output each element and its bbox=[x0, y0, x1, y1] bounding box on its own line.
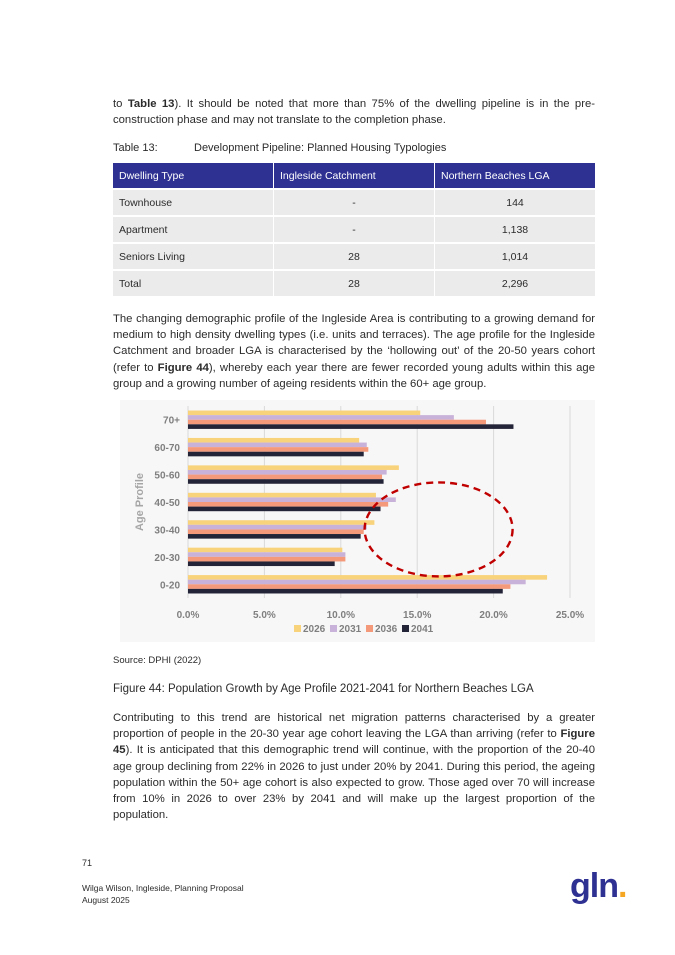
table-row bbox=[113, 243, 595, 270]
bar-2036-70+ bbox=[188, 420, 486, 425]
bar-2036-0-20 bbox=[188, 584, 510, 589]
legend-swatch-2031 bbox=[330, 625, 337, 632]
bar-2041-60-70 bbox=[188, 452, 364, 457]
bar-2036-30-40 bbox=[188, 529, 364, 534]
development-pipeline-table bbox=[113, 163, 595, 296]
bar-2031-20-30 bbox=[188, 552, 345, 557]
demographic-text-post: ), whereby each year there are fewer recorded young adults within this age group and a growing number of ageing residents within the 60+ age group. bbox=[113, 361, 595, 390]
migration-text-post: ). It is anticipated that this demographic trend will continue, with the proportion of the 20-40 age group declining from 22% in 2026 to just under 20% by 2041. During this period, the ageing population within the 50+ age cohort is also expected to grow. Those aged over 70 will increase from 10% in 2026 to over 23% by 2041 and will make up the largest proportion of the population. bbox=[113, 744, 595, 822]
legend-label-2036: 2036 bbox=[375, 624, 398, 635]
legend-swatch-2041 bbox=[402, 625, 409, 632]
table-caption bbox=[113, 142, 446, 154]
table-row-total bbox=[113, 270, 595, 296]
table-row bbox=[113, 216, 595, 243]
bar-2041-70+ bbox=[188, 424, 513, 429]
y-tick-label: 60-70 bbox=[154, 443, 180, 455]
bar-2041-40-50 bbox=[188, 507, 381, 512]
figure-44-reference[interactable]: Figure 44 bbox=[157, 361, 209, 374]
table-row bbox=[113, 189, 595, 216]
age-profile-chart bbox=[120, 400, 595, 642]
y-tick-label: 0-20 bbox=[159, 580, 180, 592]
bar-2031-70+ bbox=[188, 415, 454, 420]
table-label: Table 13: bbox=[113, 142, 158, 154]
x-tick-label: 0.0% bbox=[176, 610, 200, 621]
page-number: 71 bbox=[82, 858, 93, 868]
x-tick-label: 15.0% bbox=[403, 610, 432, 621]
header-ingleside-catchment: Ingleside Catchment bbox=[274, 163, 435, 189]
intro-text-post: ). It should be noted that more than 75% of the dwelling pipeline is in the pre-construction phase and may not translate to the completion phase. bbox=[113, 98, 595, 127]
chart-svg bbox=[120, 400, 595, 642]
cell-lga: 1,014 bbox=[435, 243, 596, 270]
bar-2041-0-20 bbox=[188, 589, 503, 594]
bar-2036-60-70 bbox=[188, 447, 368, 452]
cell-catchment: 28 bbox=[274, 270, 435, 296]
figure-45-reference[interactable]: Figure 45 bbox=[113, 728, 595, 757]
y-tick-label: 50-60 bbox=[154, 470, 180, 482]
bar-2041-20-30 bbox=[188, 561, 335, 566]
y-tick-label: 20-30 bbox=[154, 552, 180, 564]
bar-2031-50-60 bbox=[188, 470, 387, 475]
footer-document-title bbox=[82, 882, 244, 906]
intro-text-pre: to bbox=[113, 98, 128, 110]
x-tick-label: 10.0% bbox=[326, 610, 355, 621]
y-axis-title: Age Profile bbox=[134, 472, 146, 532]
x-tick-label: 25.0% bbox=[555, 610, 585, 621]
logo-text: gln bbox=[570, 867, 618, 905]
x-tick-label: 20.0% bbox=[479, 610, 508, 621]
bar-2026-0-20 bbox=[188, 575, 547, 580]
table-13-reference[interactable]: Table 13 bbox=[127, 98, 175, 110]
bar-2031-60-70 bbox=[188, 443, 367, 448]
logo-dot: . bbox=[617, 867, 627, 905]
cell-lga: 1,138 bbox=[435, 216, 596, 243]
y-tick-label: 30-40 bbox=[154, 525, 180, 537]
x-tick-label: 5.0% bbox=[253, 610, 276, 621]
table-title: Development Pipeline: Planned Housing Typologies bbox=[194, 142, 447, 154]
bar-2031-0-20 bbox=[188, 580, 526, 585]
footer-line-2: August 2025 bbox=[82, 895, 130, 905]
bar-2036-40-50 bbox=[188, 502, 388, 507]
intro-paragraph bbox=[113, 96, 595, 128]
cell-catchment: - bbox=[274, 189, 435, 216]
demographic-paragraph bbox=[113, 311, 595, 392]
bar-2041-30-40 bbox=[188, 534, 361, 539]
bar-2041-50-60 bbox=[188, 479, 384, 484]
cell-catchment: 28 bbox=[274, 243, 435, 270]
gln-logo bbox=[570, 867, 626, 906]
legend-swatch-2026 bbox=[294, 625, 301, 632]
demographic-text-pre: The changing demographic profile of the Ingleside Area is contributing to a growing demand for medium to high density dwelling types (i.e. units and terraces). The age profile for the Ingleside Catchment and broader LGA is characterised by the ‘hollowing out’ of the 20-50 years cohort (refer to bbox=[113, 313, 595, 374]
bar-2036-50-60 bbox=[188, 475, 382, 480]
bar-2026-70+ bbox=[188, 411, 420, 416]
table-header-row bbox=[113, 163, 595, 189]
cell-lga: 144 bbox=[435, 189, 596, 216]
legend-swatch-2036 bbox=[366, 625, 373, 632]
bar-2026-60-70 bbox=[188, 438, 359, 443]
footer-line-1: Wilga Wilson, Ingleside, Planning Proposal bbox=[82, 883, 244, 893]
cell-catchment: - bbox=[274, 216, 435, 243]
header-dwelling-type: Dwelling Type bbox=[113, 163, 274, 189]
legend-label-2031: 2031 bbox=[339, 624, 362, 635]
annotation-ellipse bbox=[365, 482, 513, 576]
cell-type: Townhouse bbox=[113, 189, 274, 216]
bar-2026-50-60 bbox=[188, 465, 399, 470]
y-tick-label: 40-50 bbox=[154, 498, 180, 509]
bar-2026-30-40 bbox=[188, 520, 374, 525]
figure-source: Source: DPHI (2022) bbox=[113, 655, 202, 666]
legend-label-2026: 2026 bbox=[303, 624, 326, 635]
figure-caption: Figure 44: Population Growth by Age Profile 2021-2041 for Northern Beaches LGA bbox=[113, 683, 534, 695]
bar-2031-30-40 bbox=[188, 525, 367, 530]
cell-type: Total bbox=[113, 270, 274, 296]
y-tick-label: 70+ bbox=[163, 415, 180, 427]
legend-label-2041: 2041 bbox=[411, 624, 434, 635]
migration-paragraph bbox=[113, 710, 595, 823]
bar-2026-20-30 bbox=[188, 548, 342, 553]
bar-2026-40-50 bbox=[188, 493, 376, 498]
bar-2031-40-50 bbox=[188, 497, 396, 502]
cell-lga: 2,296 bbox=[435, 270, 596, 296]
migration-text-pre: Contributing to this trend are historical net migration patterns characterised by a greater proportion of people in the 20-30 year age cohort leaving the LGA than arriving (refer to bbox=[113, 712, 595, 741]
header-northern-beaches: Northern Beaches LGA bbox=[435, 163, 596, 189]
cell-type: Seniors Living bbox=[113, 243, 274, 270]
cell-type: Apartment bbox=[113, 216, 274, 243]
bar-2036-20-30 bbox=[188, 557, 345, 562]
